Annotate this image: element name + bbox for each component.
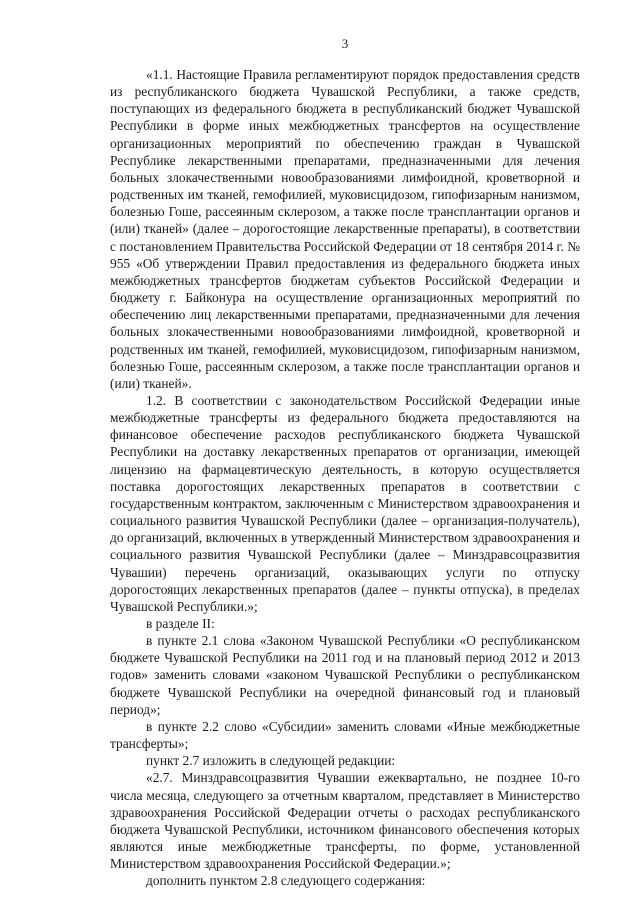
paragraph-item-2-8-intro: дополнить пунктом 2.8 следующего содержания: xyxy=(146,873,426,889)
paragraph-item-2-2: в пункте 2.2 слово «Субсидии» заменить словами «Иные межбюджетные трансферты»; xyxy=(110,718,580,752)
paragraph-section-2: в разделе II: xyxy=(146,616,215,631)
paragraph-1-2: 1.2. В соответствии с законодательством Российской Федерации иные межбюджетные трансферты из федерального бюджета предоставляются на финансовое обеспечение расходов республиканского бюджета Чувашской Республики на доставку лекарственных препаратов от организации, имеющей лицензию на фармацевтическую деятельность, в которую осуществляется поставка дорогостоящих лекарственных препаратов в соответствии с государственным контрактом, заключенным с Министерством здравоохранения и социального развития Чувашской Республики (далее – организация-получатель), до организаций, включенных в утвержденный Министерством здравоохранения и социального развития Чувашской Республики (далее – Минздравсоцразвития Чувашии) перечень организаций, оказывающих услуги по отпуску дорогостоящих лекарственных препаратов (далее – пункты отпуска), в пределах Чувашской Республики.»; xyxy=(110,392,580,614)
paragraph-item-2-1: в пункте 2.1 слова «Законом Чувашской Республики «О республиканском бюджете Чувашской Республики на 2011 год и на плановый период 2012 и 2013 годов» заменить словами «законом Чувашской Республики о республиканском бюджете Чувашской Республики на очередной финансовый год и плановый период»; xyxy=(110,633,580,717)
paragraph-item-2-7-intro: пункт 2.7 изложить в следующей редакции: xyxy=(146,753,396,769)
paragraph-1-1: «1.1. Настоящие Правила регламентируют порядок предоставления средств из республиканского бюджета Чувашской Республики, а также средств, поступающих из федерального бюджета в республиканский бюджет Чувашской Республики в форме иных межбюджетных трансфертов на осуществление организационных мероприятий по обеспечению граждан в Чувашской Республике лекарственными препаратами, предназначенными для лечения больных злокачественными новообразованиями лимфоидной, кроветворной и родственных им тканей, гемофилией, муковисцидозом, гипофизарным нанизмом, болезнью Гоше, рассеянным склерозом, а также после трансплантации органов и (или) тканей» (далее – дорогостоящие лекарственные препараты), в соответствии с постановлением Правительства Российской Федерации от 18 сентября 2014 г. № 955 «Об утверждении Правил предоставления из федерального бюджета иных межбюджетных трансфертов бюджетам субъектов Российской Федерации и бюджету г. Байконура на осуществление организационных мероприятий по обеспечению лиц лекарственными препаратами, предназначенными для лечения больных злокачественными новообразованиями лимфоидной, кроветворной и родственных им тканей, гемофилией, муковисцидозом, гипофизарным нанизмом, болезнью Гоше, рассеянным склерозом, а также после трансплантации органов и (или) тканей». xyxy=(110,67,580,391)
page-number: 3 xyxy=(341,36,349,51)
paragraph-item-2-7: «2.7. Минздравсоцразвития Чувашии ежеквартально, не позднее 10-го числа месяца, следующего за отчетным кварталом, представляет в Министерство здравоохранения Российской Федерации отчеты о расходах республиканского бюджета Чувашской Республики, источником финансового обеспечения которых являются иные межбюджетные трансферты, по форме, установленной Министерством здравоохранения Российской Федерации.»; xyxy=(110,770,580,872)
document-body xyxy=(110,66,580,890)
